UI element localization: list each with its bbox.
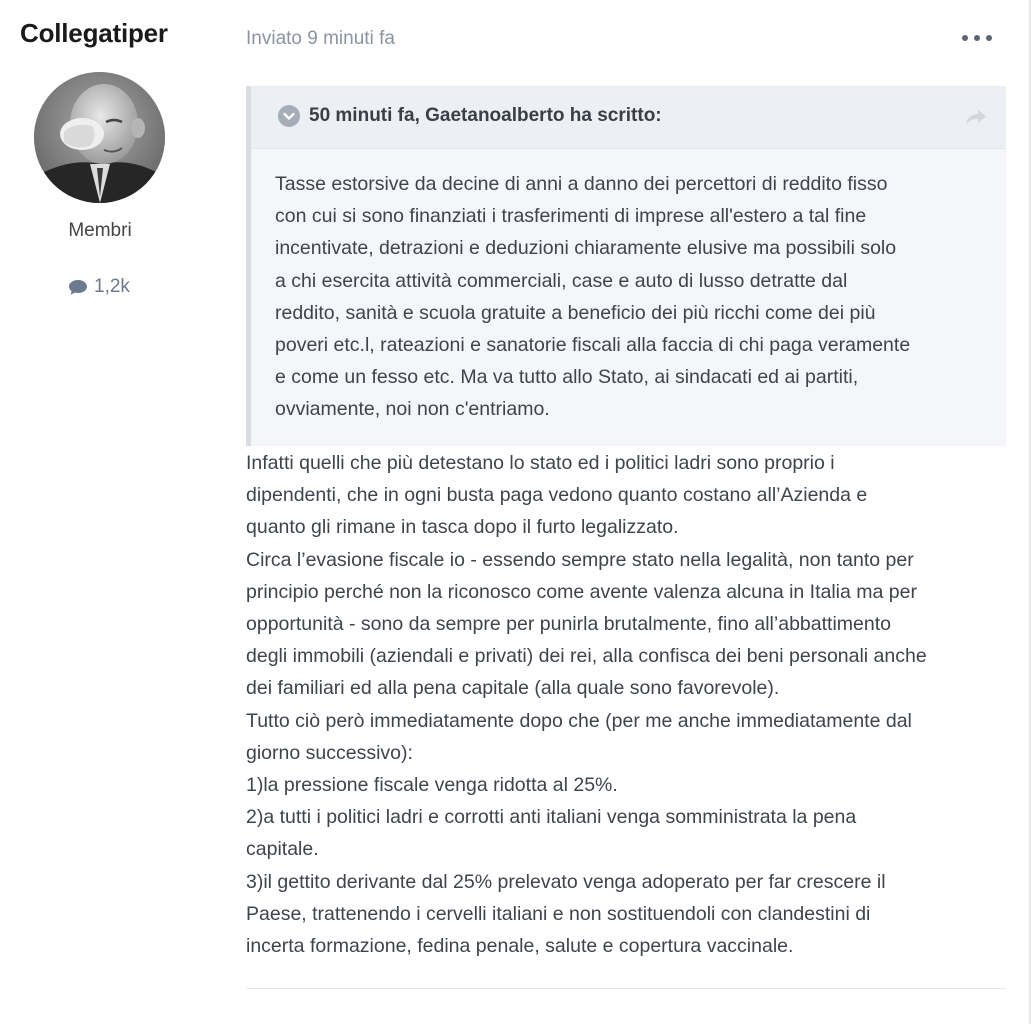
post-line: Infatti quelli che più detestano lo stato ed i politici ladri sono proprio i <box>246 452 835 474</box>
post-line: dei familiari ed alla pena capitale (alla quale sono favorevole). <box>246 677 780 700</box>
post-line: quanto gli rimane in tasca dopo il furto legalizzato. <box>246 516 679 539</box>
ellipsis-dot <box>962 35 968 41</box>
quote-citation[interactable]: 50 minuti fa, Gaetanoalberto ha scritto: <box>309 105 662 126</box>
post-line: 3)il gettito derivante dal 25% prelevato venga adoperato per far crescere il <box>246 870 886 893</box>
quote-line: a chi esercita attività commerciali, case e auto di lusso detratte dal <box>275 269 848 292</box>
quote-line: reddito, sanità e scuola gratuite a beneficio dei più ricchi come dei più <box>275 301 876 324</box>
post-timestamp[interactable]: Inviato 9 minuti fa <box>246 28 395 49</box>
post-line: 2)a tutti i politici ladri e corrotti anti italiani venga somministrata la pena <box>246 806 857 829</box>
share-icon[interactable] <box>965 108 987 126</box>
post-line: capitale. <box>246 838 319 861</box>
comment-icon <box>68 278 88 296</box>
chevron-down-icon[interactable] <box>278 105 300 127</box>
chevron-glyph <box>278 105 300 127</box>
post-line: incerta formazione, fedina penale, salute e copertura vaccinale. <box>246 935 794 958</box>
post-line: dipendenti, che in ogni busta paga vedono quanto costano all’Azienda e <box>246 484 868 507</box>
quote-line: con cui si sono finanziati i trasferimenti di imprese all'estero a tal fine <box>275 205 867 228</box>
author-name-link[interactable]: Collegatiper <box>20 18 168 48</box>
post-line: Circa l’evasione fiscale io - essendo sempre stato nella legalità, non tanto per <box>246 548 914 571</box>
post-line: Paese, trattenendo i cervelli italiani e non sostituendoli con clandestini di <box>246 902 871 925</box>
post-line: 1)la pressione fiscale venga ridotta al 25%. <box>246 774 618 797</box>
ellipsis-dot <box>986 35 992 41</box>
post-line: Tutto ciò però immediatamente dopo che (per me anche immediatamente dal <box>246 709 912 732</box>
author-group-label: Membri <box>68 220 132 241</box>
quote-header <box>251 86 1006 149</box>
quote-line: e come un fesso etc. Ma va tutto allo Stato, ai sindacati ed ai partiti, <box>275 366 859 389</box>
post-content <box>246 447 1006 962</box>
avatar-image <box>34 72 165 203</box>
post-line: degli immobili (aziendali e privati) dei rei, alla confisca dei beni personali anche <box>246 645 927 668</box>
quote-line: Tasse estorsive da decine di anni a danno dei percettori di reddito fisso <box>275 173 888 195</box>
post-count-value: 1,2k <box>94 276 130 297</box>
quote-text <box>275 168 995 426</box>
author-avatar[interactable] <box>34 72 165 203</box>
post-line: giorno successivo): <box>246 741 413 764</box>
quote-line: ovviamente, noi non c'entriamo. <box>275 398 550 421</box>
quote-line: incentivate, detrazioni e deduzioni chiaramente elusive ma possibili solo <box>275 237 897 260</box>
author-post-count[interactable] <box>68 276 130 298</box>
ellipsis-icon[interactable] <box>962 28 992 48</box>
post-line: principio perché non la riconosco come avente valenza alcuna in Italia ma per <box>246 580 917 603</box>
quote-line: poveri etc.l, rateazioni e sanatorie fiscali alla faccia di chi paga veramente <box>275 334 911 357</box>
post-divider <box>246 988 1006 989</box>
post-line: opportunità - sono da sempre per punirla brutalmente, fino all’abbattimento <box>246 613 891 636</box>
quote-block <box>246 86 1006 446</box>
ellipsis-dot <box>974 35 980 41</box>
